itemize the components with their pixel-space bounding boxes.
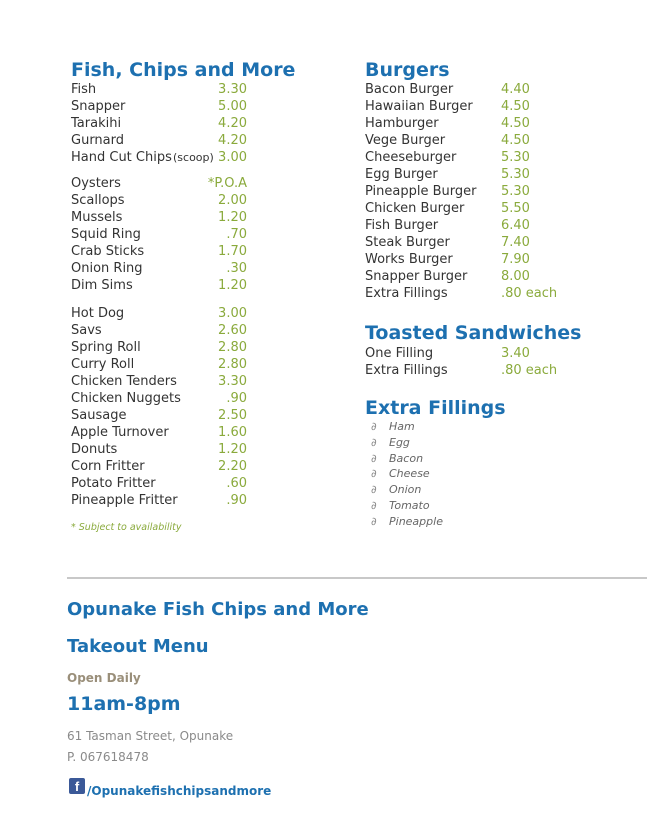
menu-item-name: Hamburger — [365, 116, 439, 131]
menu-item-price: .80 each — [501, 363, 558, 378]
menu-item — [71, 277, 271, 294]
menu-item-price: 3.30 — [218, 374, 247, 389]
burgers-title: Burgers — [365, 59, 450, 81]
filling-label: Ham — [389, 420, 415, 433]
menu-item-name: Hand Cut Chips — [71, 150, 172, 165]
menu-item-price: 1.20 — [218, 278, 247, 293]
menu-item — [365, 268, 585, 285]
bullet-icon: ∂ — [371, 420, 377, 433]
menu-item-price: 1.20 — [218, 442, 247, 457]
opening-hours: 11am-8pm — [67, 693, 181, 715]
filling-label: Cheese — [389, 467, 430, 481]
bullet-icon: ∂ — [371, 435, 377, 449]
menu-item — [365, 98, 585, 115]
menu-item — [365, 234, 585, 251]
menu-item-name: Pineapple Fritter — [71, 493, 178, 508]
menu-item — [71, 441, 271, 458]
menu-item — [365, 115, 585, 132]
menu-item-price: .60 — [226, 476, 247, 491]
menu-item — [71, 192, 271, 209]
menu-item — [71, 149, 271, 166]
filling-item — [371, 514, 443, 530]
menu-item-price: 5.00 — [218, 99, 247, 114]
filling-item — [371, 498, 443, 514]
menu-item-price: 1.20 — [218, 210, 247, 225]
menu-item-price: 2.20 — [218, 459, 247, 474]
fish-section-title: Fish, Chips and More — [71, 59, 296, 81]
menu-item-price: 7.40 — [501, 235, 530, 250]
extra-fillings-title: Extra Fillings — [365, 397, 506, 419]
menu-item-name: Donuts — [71, 442, 118, 457]
fish-group-2 — [71, 175, 271, 294]
menu-item-price: 2.50 — [218, 408, 247, 423]
filling-item — [371, 482, 443, 498]
menu-item-price: 5.30 — [501, 167, 530, 182]
menu-item — [365, 183, 585, 200]
menu-item-name: One Filling — [365, 346, 434, 361]
menu-item — [365, 81, 585, 98]
menu-item — [71, 175, 271, 192]
menu-item — [71, 424, 271, 441]
menu-item-price: 2.00 — [218, 193, 247, 208]
menu-item-price: 4.50 — [501, 99, 530, 114]
filling-item — [371, 419, 443, 435]
menu-item-price: 1.60 — [218, 425, 247, 440]
menu-item-price: 2.60 — [218, 323, 247, 338]
menu-item-price: 4.50 — [501, 133, 530, 148]
availability-note: * Subject to availability — [71, 522, 182, 533]
menu-item — [365, 345, 585, 362]
filling-item — [371, 466, 443, 482]
menu-item — [71, 226, 271, 243]
menu-item-price: 3.00 — [218, 150, 247, 165]
menu-item-price: 7.90 — [501, 252, 530, 267]
open-daily-label: Open Daily — [67, 671, 141, 685]
menu-item — [71, 322, 271, 339]
menu-item-name: Dim Sims — [71, 278, 133, 293]
shop-address: 61 Tasman Street, Opunake — [67, 729, 234, 743]
menu-item-price: *P.O.A — [207, 176, 247, 191]
toasted-list — [365, 345, 585, 379]
bullet-icon: ∂ — [371, 498, 377, 512]
menu-item — [365, 285, 585, 302]
menu-item-name: Hawaiian Burger — [365, 99, 473, 114]
menu-item-name: Oysters — [71, 176, 121, 191]
menu-item-price: 3.40 — [501, 346, 530, 361]
menu-item — [71, 356, 271, 373]
menu-item-price: .80 each — [501, 286, 558, 301]
menu-item-price: .70 — [226, 227, 247, 242]
menu-item-price: 4.50 — [501, 116, 530, 131]
menu-item — [71, 209, 271, 226]
menu-item — [365, 200, 585, 217]
menu-item — [365, 251, 585, 268]
menu-item-note: (scoop) — [173, 151, 214, 164]
menu-item-name: Potato Fritter — [71, 476, 156, 491]
menu-item-name: Snapper Burger — [365, 269, 468, 284]
menu-item-name: Tarakihi — [71, 116, 122, 131]
menu-item-name: Scallops — [71, 193, 125, 208]
extra-fillings-list — [371, 419, 443, 530]
menu-item — [71, 98, 271, 115]
menu-item-name: Fish Burger — [365, 218, 439, 233]
filling-label: Tomato — [389, 498, 430, 512]
menu-item-name: Apple Turnover — [71, 425, 169, 440]
menu-item-price: 1.70 — [218, 244, 247, 259]
menu-item-name: Squid Ring — [71, 227, 141, 242]
menu-item — [365, 166, 585, 183]
bullet-icon: ∂ — [371, 514, 377, 528]
menu-item-name: Works Burger — [365, 252, 453, 267]
section-divider — [67, 577, 647, 579]
menu-item-name: Mussels — [71, 210, 123, 225]
menu-item-price: 5.30 — [501, 150, 530, 165]
burgers-list — [365, 81, 585, 302]
bullet-icon: ∂ — [371, 483, 377, 497]
menu-item — [365, 132, 585, 149]
menu-item-name: Chicken Nuggets — [71, 391, 181, 406]
menu-item-name: Hot Dog — [71, 306, 125, 321]
menu-item-name: Savs — [71, 323, 102, 338]
menu-item-name: Steak Burger — [365, 235, 450, 250]
menu-item — [71, 475, 271, 492]
menu-item-price: .90 — [226, 391, 247, 406]
menu-item-name: Gurnard — [71, 133, 125, 148]
shop-name: Opunake Fish Chips and More — [67, 599, 369, 620]
menu-item-price: 5.50 — [501, 201, 530, 216]
menu-item-price: 4.20 — [218, 133, 247, 148]
menu-item-name: Sausage — [71, 408, 127, 423]
shop-phone: P. 067618478 — [67, 750, 149, 764]
menu-title: Takeout Menu — [67, 636, 209, 657]
menu-item-name: Pineapple Burger — [365, 184, 477, 199]
menu-item-price: .30 — [226, 261, 247, 276]
fish-group-3 — [71, 305, 271, 509]
menu-item-price: 6.40 — [501, 218, 530, 233]
menu-item — [71, 458, 271, 475]
menu-item-name: Crab Sticks — [71, 244, 145, 259]
menu-item-price: 2.80 — [218, 340, 247, 355]
toasted-title: Toasted Sandwiches — [365, 322, 582, 344]
filling-item — [371, 435, 443, 451]
menu-item-name: Vege Burger — [365, 133, 446, 148]
menu-item-name: Corn Fritter — [71, 459, 145, 474]
menu-item — [365, 362, 585, 379]
menu-item-name: Curry Roll — [71, 357, 135, 372]
filling-label: Egg — [389, 435, 410, 449]
facebook-icon[interactable]: f — [69, 778, 85, 794]
menu-item-price: .90 — [226, 493, 247, 508]
menu-item — [71, 305, 271, 322]
menu-item-name: Onion Ring — [71, 261, 143, 276]
menu-item-name: Spring Roll — [71, 340, 141, 355]
menu-item — [71, 339, 271, 356]
filling-label: Onion — [389, 483, 422, 497]
menu-item — [365, 149, 585, 166]
menu-item-price: 4.20 — [218, 116, 247, 131]
menu-item — [71, 373, 271, 390]
menu-item-name: Extra Fillings — [365, 363, 448, 378]
menu-item — [71, 260, 271, 277]
menu-item-price: 8.00 — [501, 269, 530, 284]
menu-item — [71, 243, 271, 260]
menu-item — [71, 115, 271, 132]
menu-item-name: Fish — [71, 82, 97, 97]
menu-item-name: Cheeseburger — [365, 150, 457, 165]
menu-item — [71, 132, 271, 149]
menu-item-name: Chicken Tenders — [71, 374, 177, 389]
menu-item — [71, 390, 271, 407]
menu-item-name: Chicken Burger — [365, 201, 465, 216]
menu-item-price: 3.30 — [218, 82, 247, 97]
menu-item — [365, 217, 585, 234]
fish-group-1 — [71, 81, 271, 166]
menu-item-name: Egg Burger — [365, 167, 438, 182]
menu-item-name: Bacon Burger — [365, 82, 454, 97]
menu-item-price: 2.80 — [218, 357, 247, 372]
filling-label: Pineapple — [389, 514, 443, 528]
menu-item-name: Extra Fillings — [365, 286, 448, 301]
bullet-icon: ∂ — [371, 451, 377, 465]
filling-item — [371, 451, 443, 467]
menu-item — [71, 492, 271, 509]
menu-item-price: 4.40 — [501, 82, 530, 97]
bullet-icon: ∂ — [371, 467, 377, 481]
filling-label: Bacon — [389, 451, 424, 465]
menu-item-price: 3.00 — [218, 306, 247, 321]
menu-item — [71, 81, 271, 98]
menu-item — [71, 407, 271, 424]
menu-item-name: Snapper — [71, 99, 126, 114]
facebook-link[interactable]: /Opunakefishchipsandmore — [87, 784, 272, 798]
menu-item-price: 5.30 — [501, 184, 530, 199]
